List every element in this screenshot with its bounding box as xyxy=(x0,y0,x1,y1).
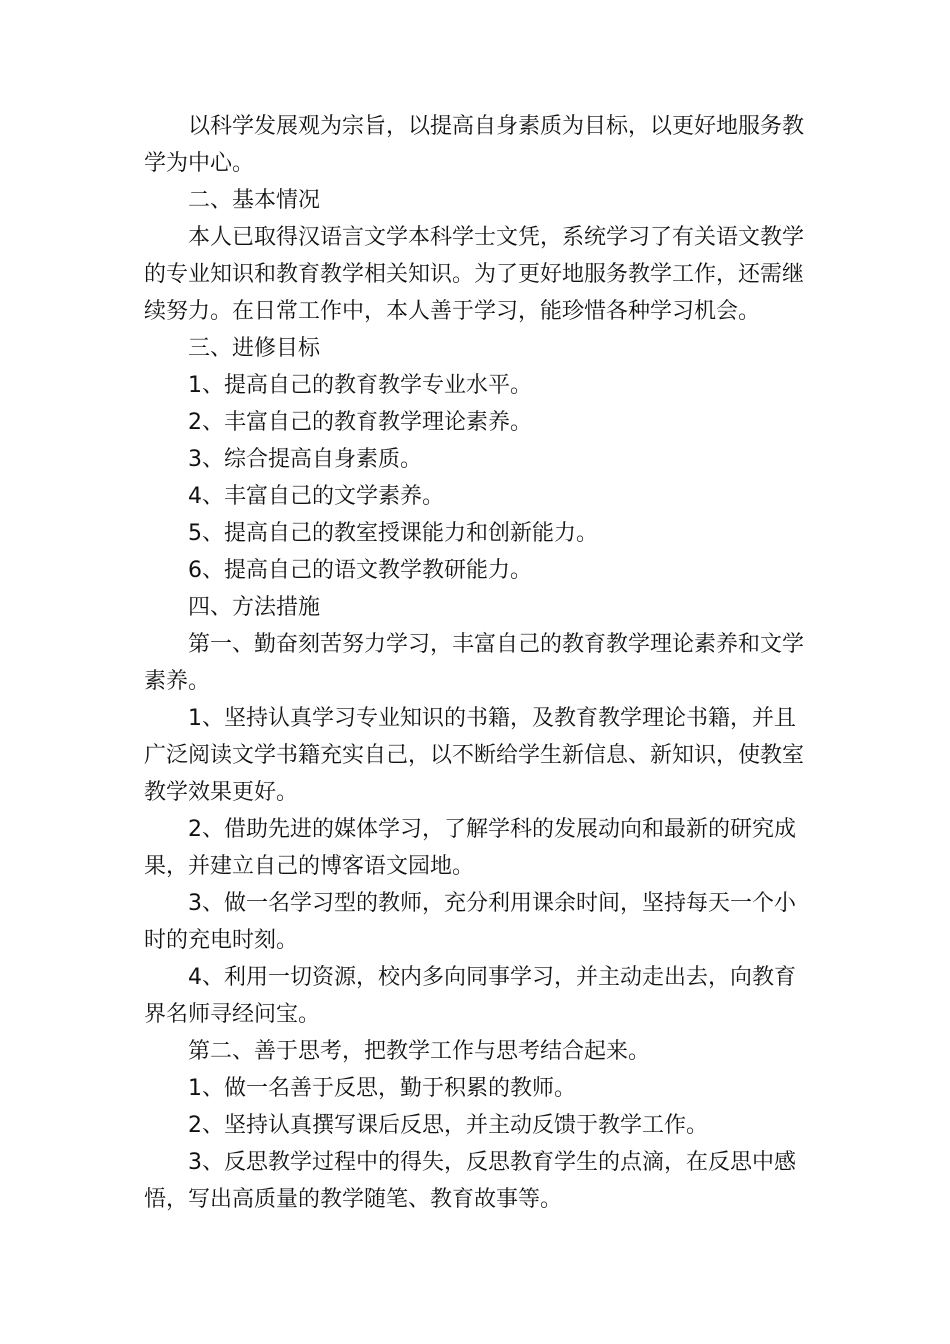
goal-item: 1、提高自己的教育教学专业水平。 xyxy=(188,373,532,398)
method-second-heading: 第二、善于思考，把教学工作与思考结合起来。 xyxy=(188,1039,651,1064)
basic-situation-paragraph: 本人已取得汉语言文学本科学士文凭，系统学习了有关语文教学的专业知识和教育教学相关知识。为了更好地服务教学工作，还需继续努力。在日常工作中，本人善于学习，能珍惜各种学习机会。 xyxy=(144,225,805,324)
section-heading-basic-situation: 二、基本情况 xyxy=(188,188,321,213)
method-item: 3、反思教学过程中的得失，反思教育学生的点滴，在反思中感悟，写出高质量的教学随笔、教育故事等。 xyxy=(144,1150,796,1212)
intro-paragraph: 以科学发展观为宗旨，以提高自身素质为目标，以更好地服务教学为中心。 xyxy=(144,114,805,176)
goal-item: 3、综合提高自身素质。 xyxy=(188,447,422,472)
method-item: 2、借助先进的媒体学习，了解学科的发展动向和最新的研究成果，并建立自己的博客语文园地。 xyxy=(144,817,796,879)
goal-item: 4、丰富自己的文学素养。 xyxy=(188,484,444,509)
method-item: 2、坚持认真撰写课后反思，并主动反馈于教学工作。 xyxy=(188,1113,708,1138)
goal-item: 5、提高自己的教室授课能力和创新能力。 xyxy=(188,521,598,546)
section-heading-methods: 四、方法措施 xyxy=(188,595,321,620)
document-body xyxy=(144,108,810,1218)
method-first-heading: 第一、勤奋刻苦努力学习，丰富自己的教育教学理论素养和文学素养。 xyxy=(144,632,805,694)
goal-item: 6、提高自己的语文教学教研能力。 xyxy=(188,558,532,583)
section-heading-goals: 三、进修目标 xyxy=(188,336,321,361)
method-item: 3、做一名学习型的教师，充分利用课余时间，坚持每天一个小时的充电时刻。 xyxy=(144,891,796,953)
goal-item: 2、丰富自己的教育教学理论素养。 xyxy=(188,410,532,435)
method-item: 1、做一名善于反思，勤于积累的教师。 xyxy=(188,1076,576,1101)
method-item: 1、坚持认真学习专业知识的书籍，及教育教学理论书籍，并且广泛阅读文学书籍充实自己，以不断给学生新信息、新知识，使教室教学效果更好。 xyxy=(144,706,805,805)
method-item: 4、利用一切资源，校内多向同事学习，并主动走出去，向教育界名师寻经问宝。 xyxy=(144,965,796,1027)
